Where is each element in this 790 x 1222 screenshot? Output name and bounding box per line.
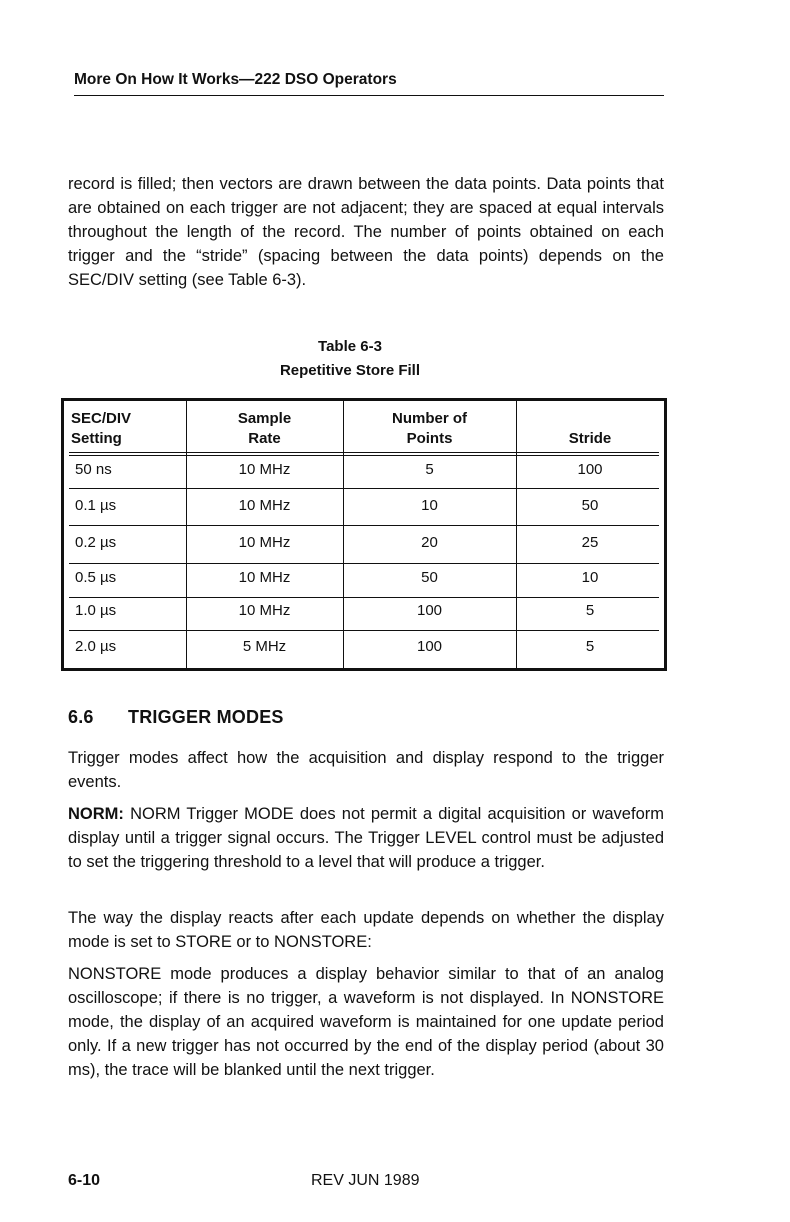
- intro-paragraph: record is filled; then vectors are drawn between the data points. Data points that are obtained on each trigger are not adjacent; they are spaced at equal intervals throughout the length of the record. The number of points obtained on each trigger and the “stride” (spacing between the data points) depends on the SEC/DIV setting (see Table 6-3).: [68, 175, 664, 289]
- page-number: 6-10: [68, 1172, 101, 1189]
- header-setting: SEC/DIV Setting: [71, 410, 132, 447]
- paragraph-trigger-modes: Trigger modes affect how the acquisition and display respond to the trigger events.: [68, 749, 664, 791]
- table-cell: 2.0 µs: [75, 638, 117, 655]
- header-points: Number of Points: [392, 410, 467, 447]
- running-header: More On How It Works—222 DSO Operators: [74, 71, 664, 96]
- table-cell: 5: [585, 638, 595, 655]
- table-cell: 5: [585, 602, 595, 619]
- table-cell: 20: [421, 534, 438, 551]
- table-cell: 50: [421, 569, 438, 586]
- table-cell: 10: [581, 569, 599, 586]
- table-number: Table 6-3: [318, 338, 382, 355]
- table-cell: 5 MHz: [242, 638, 287, 655]
- table-cell: 10 MHz: [238, 569, 291, 586]
- table-cell: 10: [421, 497, 438, 514]
- paragraph-display-reacts: The way the display reacts after each update depends on whether the display mode is set to STORE or to NONSTORE:: [68, 909, 664, 951]
- table-cell: 100: [577, 461, 603, 478]
- table-title: Repetitive Store Fill: [279, 362, 421, 379]
- table-cell: 25: [581, 534, 599, 551]
- table-cell: 0.2 µs: [75, 534, 117, 551]
- table-cell: 100: [416, 638, 443, 655]
- table-cell: 50 ns: [75, 461, 112, 478]
- table-cell: 10 MHz: [238, 534, 291, 551]
- table-cell: 10 MHz: [238, 461, 291, 478]
- table-cell: 1.0 µs: [75, 602, 117, 619]
- data-table: [61, 398, 667, 671]
- table-cell: 0.5 µs: [75, 569, 117, 586]
- table-cell: 10 MHz: [238, 602, 291, 619]
- table-cell: 50: [581, 497, 599, 514]
- table-cell: 10 MHz: [238, 497, 291, 514]
- section-heading: 6.6 TRIGGER MODES: [68, 707, 284, 727]
- table-cell: 5: [425, 461, 434, 478]
- paragraph-nonstore: NONSTORE mode produces a display behavior similar to that of an analog oscilloscope; if there is no trigger, a waveform is not displayed. In NONSTORE mode, the display of an acquired waveform is maintained for one update period only. If a new trigger has not occurred by the end of the display period (about 30 ms), the trace will be blanked until the next trigger.: [68, 965, 664, 1079]
- header-sample-rate: Sample Rate: [237, 410, 292, 447]
- paragraph-norm: NORM: NORM Trigger MODE does not permit a digital acquisition or waveform display until a trigger signal occurs. The Trigger LEVEL control must be adjusted to set the triggering threshold to a level that will produce a trigger.: [68, 805, 664, 871]
- revision-date: REV JUN 1989: [311, 1172, 420, 1189]
- header-stride: Stride: [568, 430, 612, 447]
- table-cell: 0.1 µs: [75, 497, 117, 514]
- table-cell: 100: [416, 602, 443, 619]
